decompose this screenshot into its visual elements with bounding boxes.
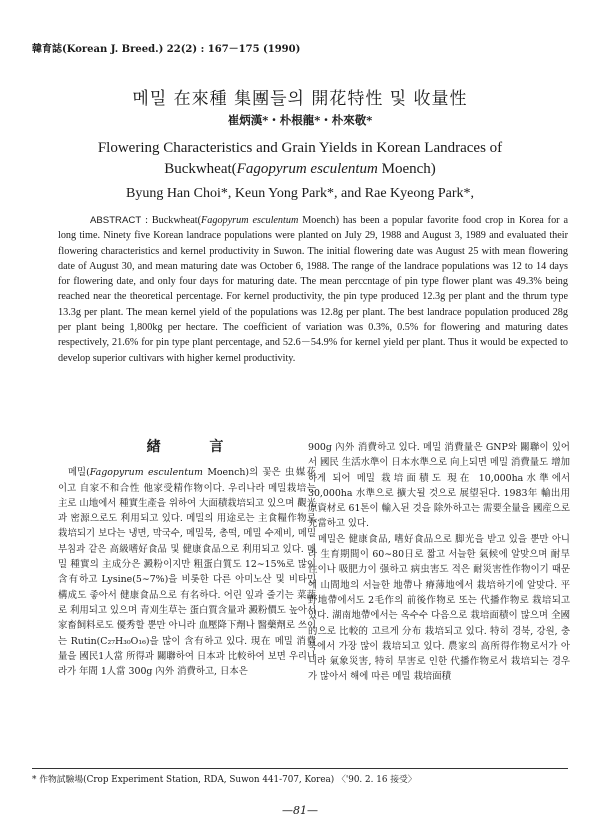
journal-citation: 韓育誌(Korean J. Breed.) 22(2) : 167－175 (1990) xyxy=(32,44,301,55)
english-title xyxy=(40,138,560,180)
abstract-species: Fagopyrum esculentum xyxy=(201,215,299,226)
intro-paragraph-3: 메밀은 健康食品, 嗜好食品으로 脚光을 받고 있을 뿐만 아니라 生育期間이 60∼80日로 짧고 서늘한 氣候에 알맞으며 耐旱性이나 吸肥力이 强하고 病虫害도 적은 耐災害性作物이기 때문에 山間地의 서늘한 地帶나 瘠薄地에서 栽培하기에 알맞다. 平野地帶에서도 2毛作의 前後作物로 또는 代播作物로 栽培되고 있다. 湖南地帶에서는 옥수수 다음으로 栽培面積이 많으며 全國的으로 比較的 고르게 分布 栽培되고 있다. 特히 경북, 강원, 충북에서 가장 많이 栽培되고 있다. 農家의 高所得作物로서가 아니라 氣象災害, 特히 旱害로 인한 代播作物로서 栽培되는 경우가 많아서 해에 따른 메밀 栽培面積 xyxy=(308,533,570,683)
abstract xyxy=(58,213,568,366)
intro-text: Moench)의 꽃은 虫媒花이고 自家不和合性 他家受精作物이다. 우리나라 메밀栽培는 主로 山地에서 種實生產을 위하여 大面積栽培되고 있으며 觀光과 密源으로도 利用되고 있다. 메밀의 用途로는 主食糧作物로 栽培되기 보다는 냉면, 막국수, 메밀묵, 총떡, 메밀 수제비, 메밀부침과 같은 高級嗜好食品 및 健康食品으로 利用되고 있다. 메밀 種實의 主成分은 澱粉이지만 粗蛋白質도 12∼15%로 많이 含有하고 Lysine(5∼7%)을 비롯한 다른 아미노산 및 비타민 構成도 좋아서 健康食品으로 有名하다. 어린 잎과 줄기는 菜蔬로 利用되고 있으며 青刈生草는 蛋白質含量과 澱粉價도 높아서 家畜飼料로도 優秀할 뿐만 아니라 血壓降下劑나 醫藥劑로 쓰이는 Rutin(C₂₇H₃₀O₁₆)을 많이 含有하고 있다. 現在 메밀 消費量을 國民1人當 所得과 關聯하여 日本과 比較하여 보면 우리나라가 年間 1人當 300g 內外 消費하고, 日本은 xyxy=(58,467,317,678)
footnote-divider xyxy=(32,768,568,769)
intro-paragraph-2: 900g 內外 消費하고 있다. 메밀 消費量은 GNP와 關聯이 있어서 國民 生活水準이 日本水準으로 向上되면 메밀 消費量도 增加하게 되어 메밀 栽培面積도 現在 10,000ha水準에서 30,000ha 水準으로 擴大될 것으로 展望된다. 1983年 輸出用 原資材로 61톤이 輸入된 것을 除外하고는 需要全量을 國産으로 充當하고 있다. xyxy=(308,442,570,530)
english-authors: Byung Han Choi*, Keun Yong Park*, and Rae Kyeong Park*, xyxy=(125,186,475,201)
right-column xyxy=(308,440,570,685)
english-title-pre: Buckwheat( xyxy=(164,161,237,177)
abstract-text: Moench) has been a popular favorite food crop in Korea for a long time. Ninety five Korean landrace populations were planted on July 29, 1988 and August 3, 1989 and evaluated their flowering characteristics and kernel productivity in Suwon. The initial flowering date was August 25 with mean flowering date of August 30, and mean maturing date was October 6, 1988. The range of the landrace populations was 12 to 14 days for flowering date, and only four days for maturing date. The mean perccntage of pin type flower plant was 49.3% being reached near the theoretical percentage. For kernel productivity, the pin type produced 12.3g per plant and the thrum type 13.3g per plant. The mean kernel yield of the populations was 12.8g per plant. The best landrace population produced 28g per plant being 1,800kg per hectare. The coefficient of variation was 0.3%, 0.5% for flowering and maturing dates respectively, 21.6% for pin type plant percentage, and 52.6－54.9% for kernel yield per plant. Thus it would be expected to develop superior cultivars with higher kernel productivity. xyxy=(58,215,568,364)
english-title-post: Moench) xyxy=(377,161,436,177)
abstract-label: ABSTRACT xyxy=(90,215,142,226)
english-title-species: Fagopyrum esculentum xyxy=(236,161,378,177)
korean-title: 메밀 在來種 集團들의 開花特性 및 收量性 xyxy=(132,89,468,109)
english-title-line1: Flowering Characteristics and Grain Yields in Korean Landraces of xyxy=(97,140,503,156)
footnote: * 作物試驗場(Crop Experiment Station, RDA, Suwon 441-707, Korea) 〈'90. 2. 16 接受〉 xyxy=(32,775,417,785)
abstract-pre: : Buckwheat( xyxy=(141,215,202,226)
section-title: 緖 言 xyxy=(146,439,246,455)
intro-species: Fagopyrum esculentum xyxy=(89,467,203,479)
korean-authors: 崔炳漢*・朴根龍*・朴來敬* xyxy=(227,113,373,127)
left-column xyxy=(58,440,316,679)
page-number: —81— xyxy=(282,804,318,817)
intro-paragraph-1 xyxy=(58,465,316,679)
intro-pre: 메밀( xyxy=(68,467,90,479)
